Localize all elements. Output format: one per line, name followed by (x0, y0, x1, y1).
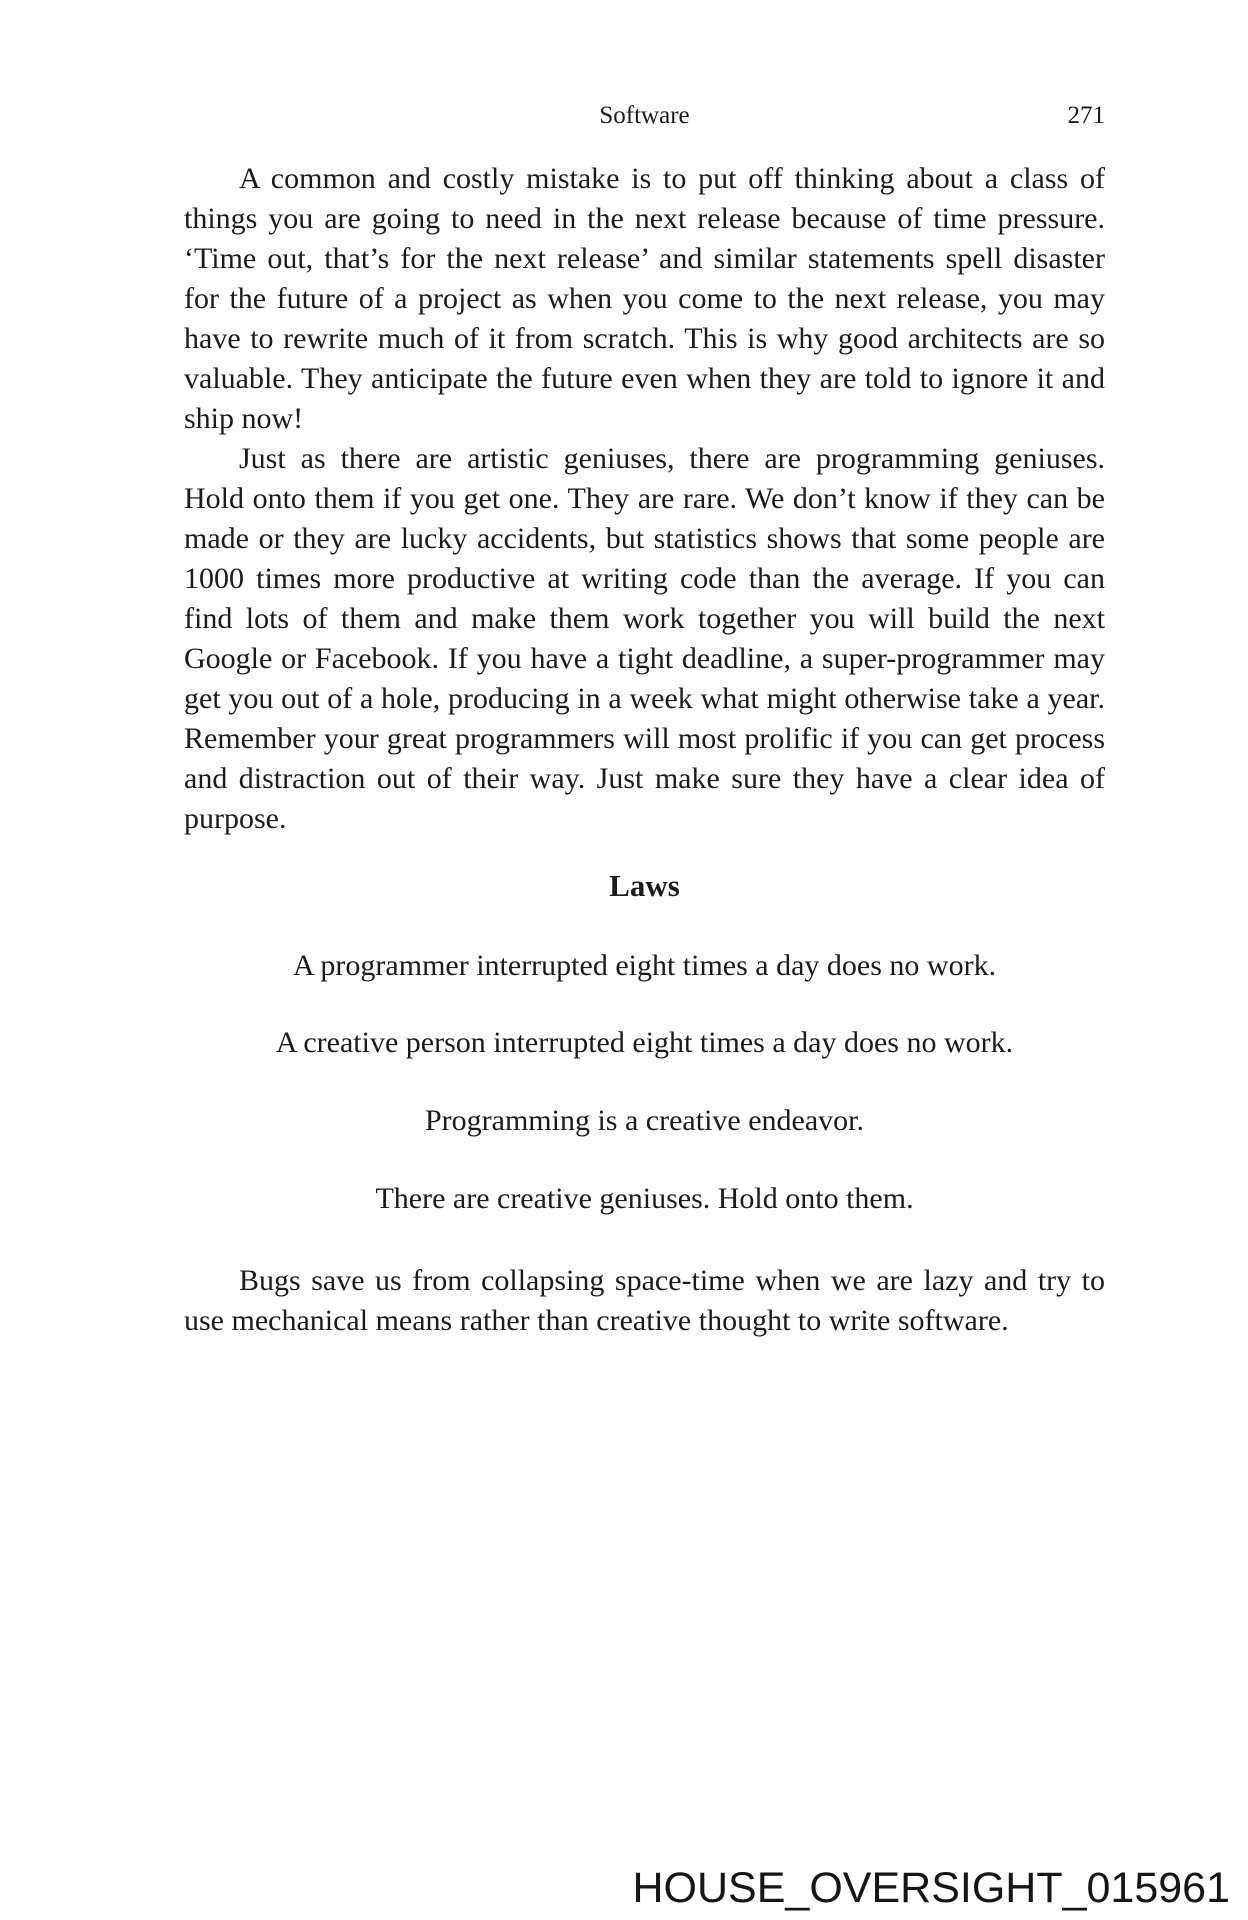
law-statement: There are creative geniuses. Hold onto them. (375, 1182, 914, 1215)
bates-number-stamp: HOUSE_OVERSIGHT_015961 (632, 1864, 1230, 1912)
paragraph: Just as there are artistic geniuses, there are programming geniuses. Hold onto them if you get one. They are rare. We don’t know if they can be made or they are lucky accidents, but statistics shows that some people are 1000 times more productive at writing code than the average. If you can find lots of them and make them work together you will build the next Google or Facebook. If you have a tight deadline, a super-programmer may get you out of a hole, producing in a week what might otherwise take a year. Remember your great programmers will most prolific if you can get process and distraction out of their way. Just make sure they have a clear idea of purpose. (184, 442, 1105, 835)
law-statement-closing: Bugs save us from collapsing space-time when we are lazy and try to use mechanical means rather than creative thought to write software. (184, 1264, 1105, 1337)
paragraph: A common and costly mistake is to put off thinking about a class of things you are going to need in the next release because of time pressure. ‘Time out, that’s for the next release’ and similar statements spell disaster for the future of a project as when you come to the next release, you may have to rewrite much of it from scratch. This is why good architects are so valuable. They anticipate the future even when they are told to ignore it and ship now! (184, 162, 1105, 435)
chapter-title: Software (599, 102, 690, 129)
body-text-block (184, 159, 1105, 839)
page-number: 271 (1067, 102, 1105, 129)
law-statement: A creative person interrupted eight times a day does no work. (275, 1026, 1014, 1059)
law-statement: A programmer interrupted eight times a day does no work. (292, 949, 997, 982)
laws-section-heading: Laws (609, 868, 680, 903)
running-head (184, 100, 1105, 132)
law-statement: Programming is a creative endeavor. (424, 1104, 864, 1137)
